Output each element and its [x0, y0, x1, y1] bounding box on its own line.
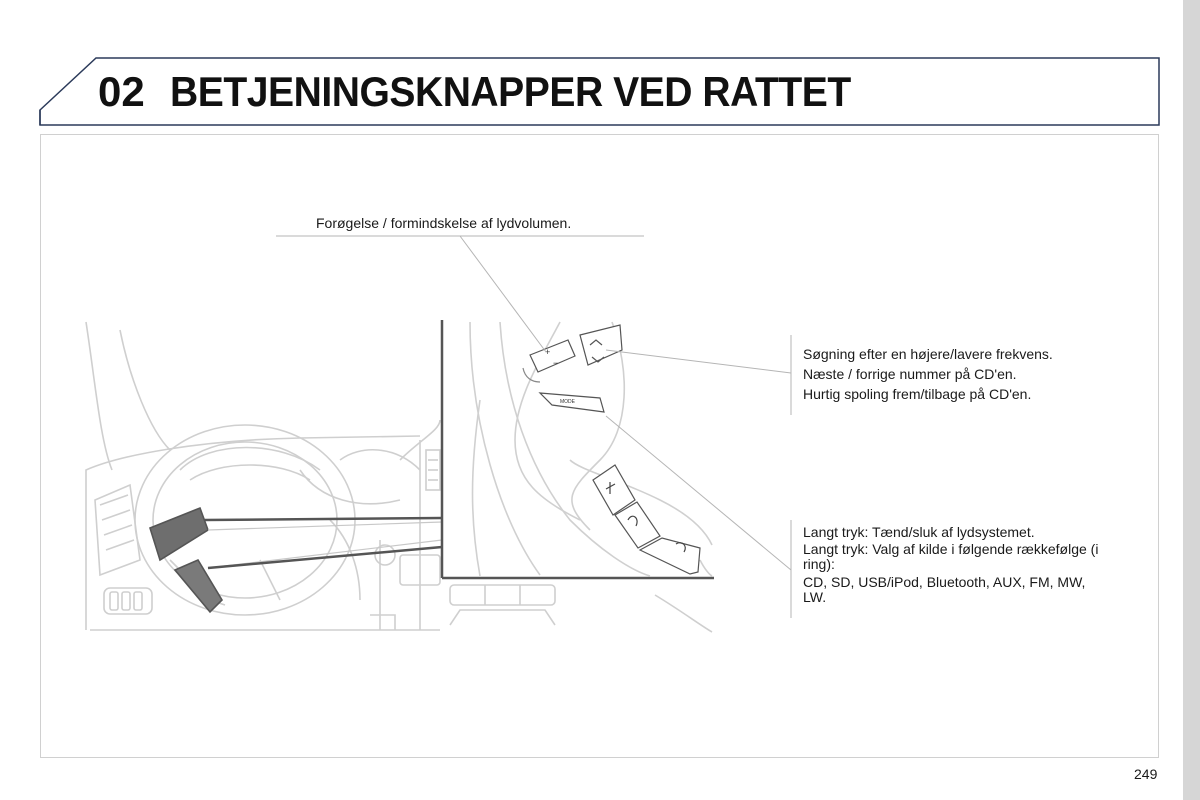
mode-button-label: MODE [560, 399, 575, 405]
search-callout [803, 344, 1053, 404]
volume-callout: Forøgelse / formindskelse af lydvolumen. [316, 215, 572, 231]
chapter-number: 02 [98, 68, 145, 115]
source-callout-line-2: Langt tryk: Valg af kilde i følgende rækkefølge (i ring): [803, 541, 1099, 572]
search-callout-line-1: Søgning efter en højere/lavere frekvens. [803, 346, 1053, 362]
source-callout-line-1: Langt tryk: Tænd/sluk af lydsystemet. [803, 524, 1035, 540]
page-number: 249 [1134, 766, 1158, 782]
volume-down-label: − [553, 358, 559, 368]
chapter-title: BETJENINGSKNAPPER VED RATTET [170, 68, 851, 115]
source-callout-line-3: CD, SD, USB/iPod, Bluetooth, AUX, FM, MW, LW. [803, 574, 1086, 605]
source-callout [803, 522, 1103, 605]
volume-up-label: + [545, 347, 551, 357]
search-callout-line-3: Hurtig spoling frem/tilbage på CD'en. [803, 386, 1032, 402]
page-edge-strip [1183, 0, 1200, 800]
search-callout-line-2: Næste / forrige nummer på CD'en. [803, 366, 1017, 382]
